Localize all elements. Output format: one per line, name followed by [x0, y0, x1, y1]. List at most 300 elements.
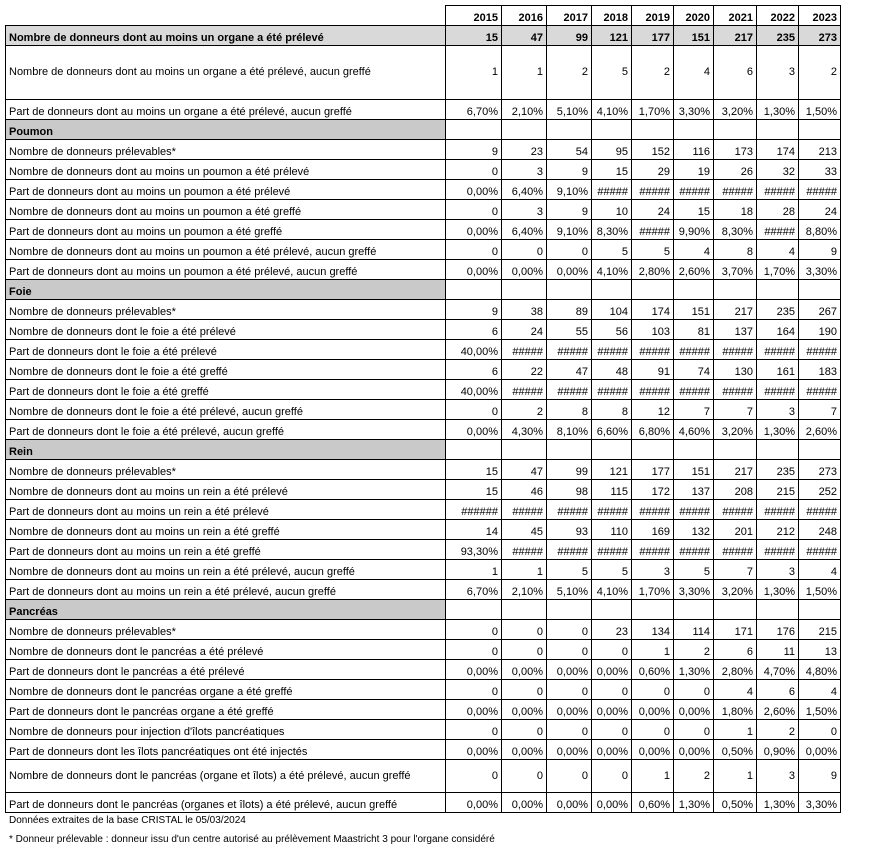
- value-cell: 6,40%: [502, 180, 547, 200]
- value-cell: 4,10%: [592, 580, 632, 600]
- value-cell: 235: [757, 300, 799, 320]
- value-cell: 23: [592, 620, 632, 640]
- row-label: Part de donneurs dont au moins un poumon a été prélevé: [6, 180, 446, 200]
- value-cell: 110: [592, 520, 632, 540]
- table-row: [6, 460, 841, 480]
- value-cell: 1: [714, 720, 757, 740]
- row-label: Nombre de donneurs prélevables*: [6, 140, 446, 160]
- value-cell: 201: [714, 520, 757, 540]
- value-cell: #####: [592, 380, 632, 400]
- value-cell: 6,40%: [502, 220, 547, 240]
- value-cell: 29: [632, 160, 674, 180]
- value-cell: 6,70%: [446, 100, 502, 120]
- value-cell: #####: [757, 500, 799, 520]
- value-cell: 1,30%: [674, 793, 714, 813]
- value-cell: 8: [714, 240, 757, 260]
- value-cell: 5: [592, 560, 632, 580]
- section-header-row: [6, 280, 841, 300]
- value-cell: 174: [632, 300, 674, 320]
- row-label: Nombre de donneurs dont le foie a été greffé: [6, 360, 446, 380]
- value-cell: 4,60%: [674, 420, 714, 440]
- table-row: [6, 740, 841, 760]
- table-row: [6, 46, 841, 100]
- row-label: Nombre de donneurs dont au moins un poumon a été prélevé: [6, 160, 446, 180]
- value-cell: 2,60%: [799, 420, 841, 440]
- row-label: Nombre de donneurs prélevables*: [6, 620, 446, 640]
- value-cell: #####: [592, 340, 632, 360]
- value-cell: 4,10%: [592, 100, 632, 120]
- value-cell: #####: [674, 340, 714, 360]
- value-cell: 28: [757, 200, 799, 220]
- value-cell: 0: [592, 760, 632, 793]
- empty-cell: [757, 120, 799, 140]
- value-cell: 0: [502, 720, 547, 740]
- value-cell: 0: [547, 760, 592, 793]
- value-cell: 151: [674, 460, 714, 480]
- table-row: [6, 760, 841, 793]
- value-cell: #####: [632, 380, 674, 400]
- value-cell: 9: [446, 300, 502, 320]
- table-row: [6, 200, 841, 220]
- value-cell: 18: [714, 200, 757, 220]
- section-title: Poumon: [6, 120, 446, 140]
- row-label: Nombre de donneurs dont au moins un rein a été greffé: [6, 520, 446, 540]
- value-cell: 174: [757, 140, 799, 160]
- value-cell: 0,00%: [446, 260, 502, 280]
- table-row: [6, 480, 841, 500]
- value-cell: 172: [632, 480, 674, 500]
- value-cell: 24: [799, 200, 841, 220]
- value-cell: 6: [446, 360, 502, 380]
- value-cell: 103: [632, 320, 674, 340]
- value-cell: 46: [502, 480, 547, 500]
- table-row: [6, 180, 841, 200]
- value-cell: 1,70%: [632, 580, 674, 600]
- value-cell: 0,90%: [757, 740, 799, 760]
- value-cell: 0: [446, 400, 502, 420]
- table-row: [6, 140, 841, 160]
- value-cell: 93: [547, 520, 592, 540]
- value-cell: 12: [632, 400, 674, 420]
- value-cell: 74: [674, 360, 714, 380]
- value-cell: 0: [592, 640, 632, 660]
- value-cell: 45: [502, 520, 547, 540]
- empty-cell: [714, 120, 757, 140]
- value-cell: 1,70%: [757, 260, 799, 280]
- value-cell: 134: [632, 620, 674, 640]
- value-cell: 22: [502, 360, 547, 380]
- value-cell: #####: [799, 540, 841, 560]
- table-row: [6, 500, 841, 520]
- value-cell: 5,10%: [547, 580, 592, 600]
- table-row: [6, 620, 841, 640]
- row-label: Part de donneurs dont au moins un poumon a été prélevé, aucun greffé: [6, 260, 446, 280]
- value-cell: 176: [757, 620, 799, 640]
- value-cell: 2: [674, 640, 714, 660]
- value-cell: 3,70%: [714, 260, 757, 280]
- value-cell: #####: [757, 340, 799, 360]
- row-label: Nombre de donneurs dont le foie a été prélevé: [6, 320, 446, 340]
- empty-cell: [632, 280, 674, 300]
- row-label: Nombre de donneurs dont au moins un rein a été prélevé, aucun greffé: [6, 560, 446, 580]
- empty-cell: [632, 120, 674, 140]
- value-cell: 1,30%: [674, 660, 714, 680]
- value-cell: 137: [714, 320, 757, 340]
- value-cell: 0: [632, 680, 674, 700]
- value-cell: 171: [714, 620, 757, 640]
- table-row: [6, 720, 841, 740]
- value-cell: 267: [799, 300, 841, 320]
- row-label: Nombre de donneurs pour injection d'îlots pancréatiques: [6, 720, 446, 740]
- value-cell: 0: [502, 640, 547, 660]
- value-cell: 0,00%: [547, 700, 592, 720]
- empty-cell: [502, 280, 547, 300]
- empty-cell: [446, 120, 502, 140]
- value-cell: 0,00%: [502, 793, 547, 813]
- table-row: [6, 260, 841, 280]
- value-cell: 6: [446, 320, 502, 340]
- value-cell: 9: [799, 240, 841, 260]
- value-cell: 0,00%: [592, 793, 632, 813]
- value-cell: #####: [592, 180, 632, 200]
- value-cell: 15: [674, 200, 714, 220]
- value-cell: #####: [592, 500, 632, 520]
- value-cell: 5: [674, 560, 714, 580]
- row-label: Part de donneurs dont les îlots pancréatiques ont été injectés: [6, 740, 446, 760]
- value-cell: 0,00%: [547, 260, 592, 280]
- value-cell: 5: [547, 560, 592, 580]
- empty-cell: [592, 120, 632, 140]
- empty-cell: [502, 600, 547, 620]
- table-row: [6, 680, 841, 700]
- value-cell: 116: [674, 140, 714, 160]
- value-cell: 56: [592, 320, 632, 340]
- value-cell: 0: [446, 200, 502, 220]
- value-cell: 8,30%: [714, 220, 757, 240]
- value-cell: #####: [799, 500, 841, 520]
- value-cell: 3,30%: [674, 580, 714, 600]
- row-label: Nombre de donneurs dont au moins un organe a été prélevé: [6, 26, 446, 46]
- row-label: Nombre de donneurs prélevables*: [6, 300, 446, 320]
- value-cell: 0: [446, 160, 502, 180]
- value-cell: 3,30%: [799, 793, 841, 813]
- table-row: [6, 380, 841, 400]
- value-cell: 0: [502, 680, 547, 700]
- value-cell: 2: [674, 760, 714, 793]
- value-cell: 121: [592, 460, 632, 480]
- value-cell: 1,70%: [632, 100, 674, 120]
- value-cell: 3,20%: [714, 420, 757, 440]
- value-cell: 217: [714, 26, 757, 46]
- row-label: Nombre de donneurs dont au moins un organe a été prélevé, aucun greffé: [6, 46, 446, 100]
- value-cell: 0,00%: [446, 660, 502, 680]
- value-cell: 273: [799, 26, 841, 46]
- value-cell: 54: [547, 140, 592, 160]
- value-cell: 93,30%: [446, 540, 502, 560]
- row-label: Nombre de donneurs dont au moins un poumon a été greffé: [6, 200, 446, 220]
- empty-cell: [547, 440, 592, 460]
- value-cell: 2,10%: [502, 100, 547, 120]
- value-cell: 151: [674, 300, 714, 320]
- value-cell: 212: [757, 520, 799, 540]
- value-cell: 2,10%: [502, 580, 547, 600]
- table-row: [6, 360, 841, 380]
- value-cell: 33: [799, 160, 841, 180]
- row-label: Part de donneurs dont le pancréas organe a été greffé: [6, 700, 446, 720]
- value-cell: 0: [502, 240, 547, 260]
- value-cell: 0: [674, 720, 714, 740]
- value-cell: 0,50%: [714, 740, 757, 760]
- value-cell: 9: [547, 200, 592, 220]
- empty-cell: [592, 600, 632, 620]
- value-cell: 1,80%: [714, 700, 757, 720]
- value-cell: 11: [757, 640, 799, 660]
- empty-cell: [674, 120, 714, 140]
- value-cell: 0,00%: [799, 740, 841, 760]
- value-cell: 9: [446, 140, 502, 160]
- value-cell: 47: [502, 460, 547, 480]
- value-cell: 215: [757, 480, 799, 500]
- value-cell: 8,10%: [547, 420, 592, 440]
- empty-cell: [547, 120, 592, 140]
- value-cell: 104: [592, 300, 632, 320]
- value-cell: 6: [714, 46, 757, 100]
- row-label: Part de donneurs dont au moins un poumon a été greffé: [6, 220, 446, 240]
- value-cell: 0,00%: [446, 793, 502, 813]
- empty-cell: [799, 600, 841, 620]
- value-cell: 4: [674, 46, 714, 100]
- value-cell: #####: [674, 540, 714, 560]
- value-cell: #####: [757, 540, 799, 560]
- value-cell: 47: [502, 26, 547, 46]
- value-cell: #####: [592, 540, 632, 560]
- value-cell: 81: [674, 320, 714, 340]
- table-row: [6, 580, 841, 600]
- row-label: Part de donneurs dont le pancréas (organes et îlots) a été prélevé, aucun greffé: [6, 793, 446, 813]
- value-cell: #####: [502, 340, 547, 360]
- value-cell: 15: [446, 480, 502, 500]
- value-cell: 4: [799, 560, 841, 580]
- value-cell: 0,00%: [547, 740, 592, 760]
- value-cell: #####: [547, 380, 592, 400]
- value-cell: 99: [547, 26, 592, 46]
- value-cell: 252: [799, 480, 841, 500]
- value-cell: 0,00%: [446, 180, 502, 200]
- value-cell: 0,00%: [446, 420, 502, 440]
- empty-cell: [446, 440, 502, 460]
- value-cell: 14: [446, 520, 502, 540]
- value-cell: 2: [799, 46, 841, 100]
- value-cell: 0,60%: [632, 793, 674, 813]
- table-row: [6, 640, 841, 660]
- value-cell: 0: [674, 680, 714, 700]
- row-label: Nombre de donneurs dont le pancréas a été prélevé: [6, 640, 446, 660]
- value-cell: 177: [632, 460, 674, 480]
- value-cell: 7: [674, 400, 714, 420]
- value-cell: 2,80%: [714, 660, 757, 680]
- value-cell: 0,00%: [674, 700, 714, 720]
- value-cell: 0: [547, 620, 592, 640]
- empty-cell: [547, 280, 592, 300]
- value-cell: 9,90%: [674, 220, 714, 240]
- value-cell: 1: [714, 760, 757, 793]
- value-cell: 0: [799, 720, 841, 740]
- value-cell: #####: [714, 540, 757, 560]
- table-row: [6, 420, 841, 440]
- table-row: [6, 240, 841, 260]
- value-cell: 2: [632, 46, 674, 100]
- value-cell: 0,00%: [502, 740, 547, 760]
- source-note: Données extraites de la base CRISTAL le 05/03/2024: [9, 815, 246, 826]
- value-cell: 4,70%: [757, 660, 799, 680]
- table-row: [6, 793, 841, 813]
- value-cell: 208: [714, 480, 757, 500]
- value-cell: 3,20%: [714, 580, 757, 600]
- value-cell: 15: [446, 26, 502, 46]
- value-cell: #####: [714, 380, 757, 400]
- value-cell: 173: [714, 140, 757, 160]
- value-cell: #####: [502, 380, 547, 400]
- value-cell: 1,30%: [757, 793, 799, 813]
- value-cell: 55: [547, 320, 592, 340]
- row-label: Part de donneurs dont au moins un rein a été prélevé, aucun greffé: [6, 580, 446, 600]
- table-row: [6, 560, 841, 580]
- value-cell: 0,00%: [502, 660, 547, 680]
- value-cell: 121: [592, 26, 632, 46]
- value-cell: #####: [502, 500, 547, 520]
- value-cell: 183: [799, 360, 841, 380]
- value-cell: 5: [592, 240, 632, 260]
- value-cell: ######: [446, 500, 502, 520]
- value-cell: 0: [547, 720, 592, 740]
- table-row: [6, 160, 841, 180]
- value-cell: 6,60%: [592, 420, 632, 440]
- value-cell: 0,00%: [502, 700, 547, 720]
- value-cell: 137: [674, 480, 714, 500]
- year-header: 2018: [592, 6, 632, 26]
- value-cell: 190: [799, 320, 841, 340]
- value-cell: 151: [674, 26, 714, 46]
- year-header: 2017: [547, 6, 592, 26]
- value-cell: 32: [757, 160, 799, 180]
- value-cell: 98: [547, 480, 592, 500]
- row-label: Nombre de donneurs dont au moins un rein a été prélevé: [6, 480, 446, 500]
- empty-cell: [674, 600, 714, 620]
- row-label: Part de donneurs dont au moins un rein a été greffé: [6, 540, 446, 560]
- row-label: Part de donneurs dont le foie a été greffé: [6, 380, 446, 400]
- year-header: 2023: [799, 6, 841, 26]
- value-cell: 169: [632, 520, 674, 540]
- value-cell: 0: [547, 680, 592, 700]
- data-table: [5, 5, 841, 813]
- value-cell: 1,50%: [799, 700, 841, 720]
- value-cell: 4: [799, 680, 841, 700]
- value-cell: 0,00%: [592, 660, 632, 680]
- table-row: [6, 300, 841, 320]
- value-cell: 1: [502, 560, 547, 580]
- row-label: Nombre de donneurs dont au moins un poumon a été prélevé, aucun greffé: [6, 240, 446, 260]
- value-cell: 6: [757, 680, 799, 700]
- row-label: Nombre de donneurs dont le foie a été prélevé, aucun greffé: [6, 400, 446, 420]
- value-cell: #####: [674, 500, 714, 520]
- value-cell: #####: [799, 180, 841, 200]
- value-cell: #####: [632, 500, 674, 520]
- value-cell: 15: [446, 460, 502, 480]
- value-cell: #####: [547, 540, 592, 560]
- value-cell: #####: [674, 380, 714, 400]
- empty-cell: [714, 600, 757, 620]
- value-cell: 0,00%: [446, 700, 502, 720]
- value-cell: 5: [632, 240, 674, 260]
- value-cell: 0: [502, 760, 547, 793]
- empty-cell: [674, 440, 714, 460]
- table-row: [6, 220, 841, 240]
- value-cell: #####: [547, 500, 592, 520]
- empty-cell: [502, 440, 547, 460]
- value-cell: 8: [592, 400, 632, 420]
- value-cell: #####: [714, 180, 757, 200]
- value-cell: 5,10%: [547, 100, 592, 120]
- total-donors-row: [6, 26, 841, 46]
- value-cell: 4: [674, 240, 714, 260]
- row-label: Part de donneurs dont le foie a été prélevé: [6, 340, 446, 360]
- value-cell: #####: [674, 180, 714, 200]
- value-cell: 217: [714, 300, 757, 320]
- value-cell: #####: [757, 220, 799, 240]
- value-cell: 38: [502, 300, 547, 320]
- value-cell: 89: [547, 300, 592, 320]
- value-cell: 2: [547, 46, 592, 100]
- value-cell: 2,60%: [674, 260, 714, 280]
- value-cell: 3: [632, 560, 674, 580]
- empty-cell: [714, 440, 757, 460]
- value-cell: 0: [632, 720, 674, 740]
- value-cell: 3: [757, 46, 799, 100]
- year-header-row: [6, 6, 841, 26]
- section-header-row: [6, 120, 841, 140]
- value-cell: #####: [714, 340, 757, 360]
- value-cell: 24: [502, 320, 547, 340]
- value-cell: 130: [714, 360, 757, 380]
- value-cell: 7: [714, 560, 757, 580]
- value-cell: 0,60%: [632, 660, 674, 680]
- value-cell: 40,00%: [446, 380, 502, 400]
- value-cell: 0: [446, 240, 502, 260]
- value-cell: 23: [502, 140, 547, 160]
- value-cell: 8,80%: [799, 220, 841, 240]
- value-cell: 0,00%: [592, 740, 632, 760]
- value-cell: 99: [547, 460, 592, 480]
- value-cell: 9: [547, 160, 592, 180]
- value-cell: 1,50%: [799, 580, 841, 600]
- value-cell: 0,00%: [674, 740, 714, 760]
- value-cell: 0: [502, 620, 547, 640]
- empty-cell: [714, 280, 757, 300]
- year-header: 2021: [714, 6, 757, 26]
- empty-cell: [632, 600, 674, 620]
- value-cell: 9,10%: [547, 220, 592, 240]
- value-cell: 115: [592, 480, 632, 500]
- section-header-row: [6, 440, 841, 460]
- value-cell: 24: [632, 200, 674, 220]
- value-cell: 2: [502, 400, 547, 420]
- value-cell: 1: [632, 640, 674, 660]
- value-cell: 1: [446, 46, 502, 100]
- value-cell: 1: [502, 46, 547, 100]
- value-cell: 4: [714, 680, 757, 700]
- table-row: [6, 400, 841, 420]
- value-cell: 2: [757, 720, 799, 740]
